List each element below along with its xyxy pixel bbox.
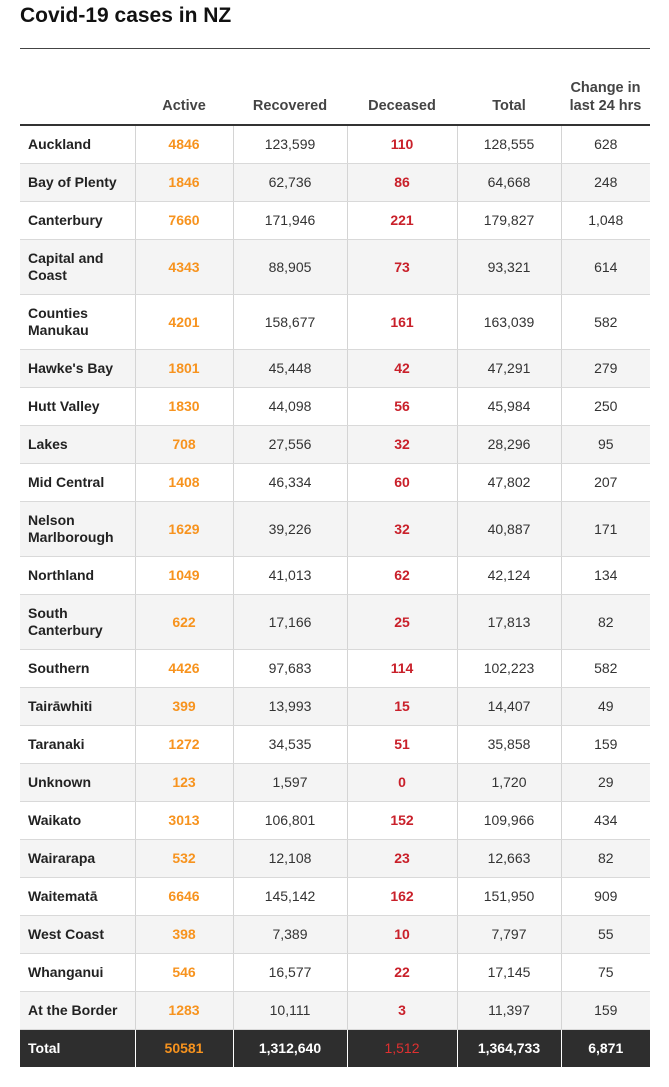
cell-deceased: 73 [347,239,457,294]
cell-total: 28,296 [457,425,561,463]
cell-region: At the Border [20,991,135,1029]
cell-change: 582 [561,649,650,687]
cell-region: Mid Central [20,463,135,501]
cell-total: 109,966 [457,801,561,839]
table-row [20,349,650,387]
cell-recovered: 1,597 [233,763,347,801]
cell-total: 47,802 [457,463,561,501]
cell-region: Counties Manukau [20,294,135,349]
cell-active: 399 [135,687,233,725]
cell-recovered: 88,905 [233,239,347,294]
header-region[interactable] [20,49,135,126]
cell-recovered: 145,142 [233,877,347,915]
cell-active: 4343 [135,239,233,294]
table-row [20,991,650,1029]
cell-region: Capital and Coast [20,239,135,294]
cell-recovered: 41,013 [233,556,347,594]
table-row [20,294,650,349]
cell-active: 708 [135,425,233,463]
cell-active: 1049 [135,556,233,594]
cell-deceased: 56 [347,387,457,425]
cell-active: 123 [135,763,233,801]
cell-change: 55 [561,915,650,953]
cell-region: Canterbury [20,201,135,239]
header-deceased[interactable]: Deceased [368,98,436,114]
cell-deceased: 86 [347,163,457,201]
cell-region: Southern [20,649,135,687]
cell-region: Lakes [20,425,135,463]
table-row [20,556,650,594]
cell-change: 82 [561,839,650,877]
cell-active: 1408 [135,463,233,501]
cell-change: 909 [561,877,650,915]
cell-region: Waikato [20,801,135,839]
cell-total: 17,145 [457,953,561,991]
totals-row [20,1029,650,1067]
cell-active: 1846 [135,163,233,201]
cell-total: 40,887 [457,501,561,556]
table-row [20,649,650,687]
cell-recovered: 12,108 [233,839,347,877]
cell-region: Whanganui [20,953,135,991]
cell-recovered: 27,556 [233,425,347,463]
cell-change: 29 [561,763,650,801]
cell-change: 279 [561,349,650,387]
table-row [20,239,650,294]
cell-total: 163,039 [457,294,561,349]
cell-region: South Canterbury [20,594,135,649]
cell-active: 1629 [135,501,233,556]
cell-deceased: 51 [347,725,457,763]
table-row [20,839,650,877]
table-row [20,877,650,915]
cell-active: 1283 [135,991,233,1029]
cell-total: 35,858 [457,725,561,763]
cell-deceased: 221 [347,201,457,239]
table-row [20,801,650,839]
table-row [20,953,650,991]
cell-change: 1,048 [561,201,650,239]
cell-region: Wairarapa [20,839,135,877]
cell-active: 532 [135,839,233,877]
cell-active: 3013 [135,801,233,839]
cell-change: 628 [561,125,650,163]
table-row [20,687,650,725]
cell-total: 47,291 [457,349,561,387]
cases-table-container [20,48,650,1067]
cell-recovered: 13,993 [233,687,347,725]
cell-deceased: 62 [347,556,457,594]
cell-deceased: 152 [347,801,457,839]
cell-active: 546 [135,953,233,991]
cell-total: 7,797 [457,915,561,953]
table-header [20,49,650,126]
cell-recovered: 97,683 [233,649,347,687]
cell-change: 248 [561,163,650,201]
table-footer [20,1029,650,1067]
cell-deceased: 0 [347,763,457,801]
cell-total: 128,555 [457,125,561,163]
cell-recovered: 171,946 [233,201,347,239]
cell-total: 1,720 [457,763,561,801]
table-row [20,201,650,239]
cell-change: 75 [561,953,650,991]
cell-active: 4201 [135,294,233,349]
cell-region: Waitematā [20,877,135,915]
cell-total: 93,321 [457,239,561,294]
table-row [20,501,650,556]
cell-recovered: 123,599 [233,125,347,163]
cell-region: Hawke's Bay [20,349,135,387]
cell-region: Taranaki [20,725,135,763]
totals-total: 1,364,733 [457,1029,561,1067]
cell-change: 582 [561,294,650,349]
cell-active: 6646 [135,877,233,915]
cell-active: 622 [135,594,233,649]
totals-recovered: 1,312,640 [233,1029,347,1067]
cell-region: Tairāwhiti [20,687,135,725]
cell-total: 11,397 [457,991,561,1029]
cell-active: 1801 [135,349,233,387]
cell-total: 12,663 [457,839,561,877]
cell-region: Northland [20,556,135,594]
cell-recovered: 158,677 [233,294,347,349]
cell-total: 45,984 [457,387,561,425]
cell-deceased: 23 [347,839,457,877]
totals-deceased: 1,512 [347,1029,457,1067]
table-body [20,125,650,1029]
table-row [20,425,650,463]
cell-active: 398 [135,915,233,953]
cell-active: 4846 [135,125,233,163]
cell-active: 1830 [135,387,233,425]
table-row [20,163,650,201]
cell-recovered: 17,166 [233,594,347,649]
cell-recovered: 10,111 [233,991,347,1029]
cell-total: 14,407 [457,687,561,725]
cell-deceased: 110 [347,125,457,163]
table-row [20,725,650,763]
cell-deceased: 42 [347,349,457,387]
totals-label: Total [20,1029,135,1067]
cell-total: 151,950 [457,877,561,915]
cell-deceased: 25 [347,594,457,649]
cell-deceased: 60 [347,463,457,501]
table-row [20,387,650,425]
cell-total: 17,813 [457,594,561,649]
cell-recovered: 44,098 [233,387,347,425]
cell-recovered: 106,801 [233,801,347,839]
table-row [20,594,650,649]
cell-deceased: 161 [347,294,457,349]
cell-deceased: 32 [347,425,457,463]
cell-recovered: 39,226 [233,501,347,556]
table-row [20,915,650,953]
cell-region: Unknown [20,763,135,801]
cell-deceased: 162 [347,877,457,915]
cell-deceased: 3 [347,991,457,1029]
cell-active: 1272 [135,725,233,763]
cell-region: Auckland [20,125,135,163]
cell-deceased: 15 [347,687,457,725]
cell-deceased: 114 [347,649,457,687]
totals-change: 6,871 [561,1029,650,1067]
cell-change: 49 [561,687,650,725]
totals-active: 50581 [135,1029,233,1067]
cell-change: 207 [561,463,650,501]
header-total[interactable]: Total [492,98,526,114]
cell-total: 102,223 [457,649,561,687]
cell-change: 159 [561,991,650,1029]
cell-deceased: 10 [347,915,457,953]
cell-change: 250 [561,387,650,425]
cell-total: 64,668 [457,163,561,201]
header-active[interactable]: Active [162,98,206,114]
cell-recovered: 34,535 [233,725,347,763]
cell-change: 614 [561,239,650,294]
cell-recovered: 46,334 [233,463,347,501]
cell-region: West Coast [20,915,135,953]
cell-region: Bay of Plenty [20,163,135,201]
cases-table [20,48,650,1067]
table-row [20,463,650,501]
cell-recovered: 16,577 [233,953,347,991]
cell-total: 42,124 [457,556,561,594]
cell-recovered: 62,736 [233,163,347,201]
cell-region: Nelson Marlborough [20,501,135,556]
cell-change: 134 [561,556,650,594]
table-row [20,125,650,163]
cell-change: 159 [561,725,650,763]
cell-change: 434 [561,801,650,839]
cell-change: 95 [561,425,650,463]
cell-active: 4426 [135,649,233,687]
cell-deceased: 32 [347,501,457,556]
header-change[interactable]: Change in last 24 hrs [569,80,642,114]
page-title: Covid-19 cases in NZ [20,4,232,27]
cell-recovered: 45,448 [233,349,347,387]
cell-recovered: 7,389 [233,915,347,953]
cell-change: 171 [561,501,650,556]
table-row [20,763,650,801]
cell-deceased: 22 [347,953,457,991]
header-recovered[interactable]: Recovered [252,98,328,114]
cell-active: 7660 [135,201,233,239]
cell-change: 82 [561,594,650,649]
cell-region: Hutt Valley [20,387,135,425]
cell-total: 179,827 [457,201,561,239]
